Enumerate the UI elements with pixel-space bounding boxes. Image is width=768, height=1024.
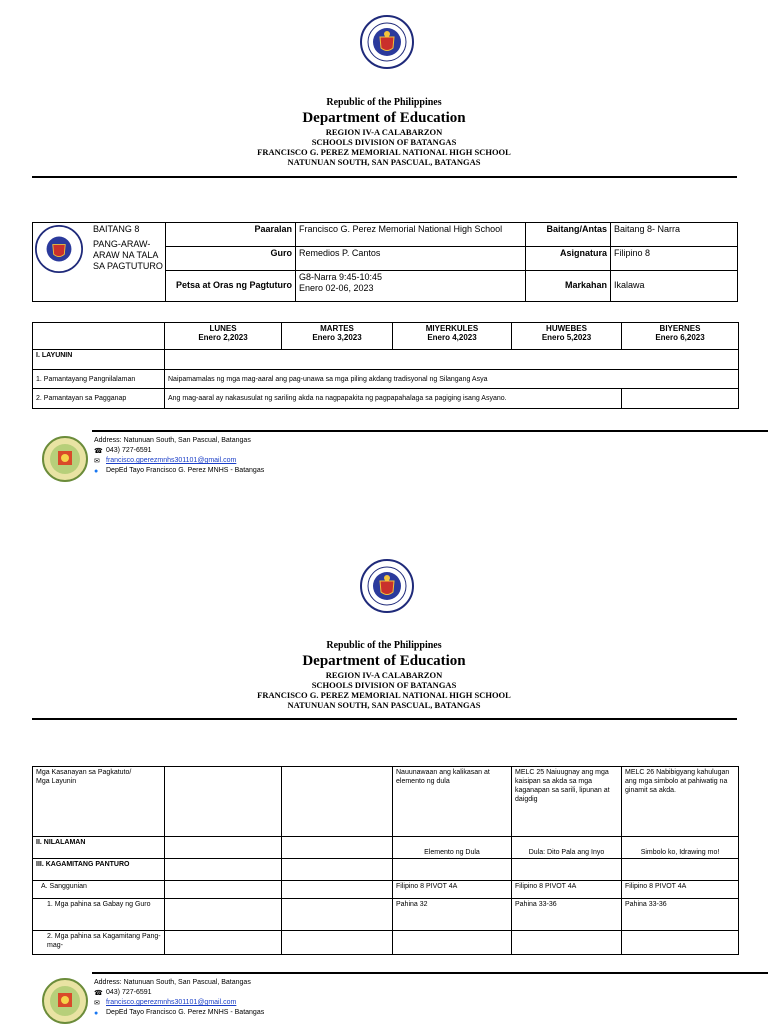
paaralan-label: Paaralan bbox=[166, 223, 296, 247]
paaralan-value: Francisco G. Perez Memorial National High School bbox=[296, 223, 526, 247]
footer-divider bbox=[92, 430, 768, 432]
guro-label: Guro bbox=[166, 246, 296, 270]
petsa-value bbox=[296, 270, 526, 301]
kagamitan-d2 bbox=[282, 859, 393, 881]
kagamitan-pages-d3 bbox=[393, 931, 512, 955]
day-name: MARTES bbox=[320, 324, 354, 333]
school-logo-icon bbox=[42, 978, 88, 1024]
footer-email-row bbox=[94, 456, 264, 466]
department-text: Department of Education bbox=[302, 653, 466, 669]
asignatura-value: Filipino 8 bbox=[611, 246, 738, 270]
kagamitan-d3 bbox=[393, 859, 512, 881]
footer-facebook: DepEd Tayo Francisco G. Perez MNHS - Batangas bbox=[106, 1009, 265, 1016]
day-header-5 bbox=[622, 323, 739, 350]
school-address-text: NATUNUAN SOUTH, SAN PASCUAL, BATANGAS bbox=[287, 700, 481, 710]
school-logo-icon bbox=[42, 436, 88, 482]
day-date: Enero 6,2023 bbox=[655, 333, 705, 342]
footer-email-row bbox=[94, 998, 264, 1008]
facebook-icon: ● bbox=[94, 468, 99, 475]
pagganap-value: Ang mag-aaral ay nakasusulat ng sariling akda na nagpapakita ng pagpapahalaga sa pagiging isang Asyano. bbox=[165, 389, 622, 409]
day-header-2 bbox=[282, 323, 393, 350]
kagamitan-pages-d5 bbox=[622, 931, 739, 955]
letterhead bbox=[0, 97, 768, 167]
day-name: BIYERNES bbox=[659, 324, 701, 333]
sanggunian-d5: Filipino 8 PIVOT 4A bbox=[622, 881, 739, 899]
day-header-1 bbox=[165, 323, 282, 350]
lesson-title bbox=[93, 224, 163, 272]
footer-phone-row bbox=[94, 988, 264, 998]
footer-facebook-row bbox=[94, 466, 264, 476]
nilalaman-d2 bbox=[282, 837, 393, 859]
info-table bbox=[32, 222, 738, 302]
day-header-4 bbox=[512, 323, 622, 350]
nilalaman-d5: Simbolo ko, Idrawing mo! bbox=[622, 837, 739, 859]
kasanayan-d3: Nauunawaan ang kalikasan at elemento ng dula bbox=[393, 767, 512, 837]
footer-contact bbox=[94, 978, 264, 1018]
kagamitan-pages-d4 bbox=[512, 931, 622, 955]
phone-icon: ☎ bbox=[94, 448, 103, 455]
kagamitan-d4 bbox=[512, 859, 622, 881]
footer-address: Address: Natunuan South, San Pascual, Batangas bbox=[94, 437, 251, 444]
footer-facebook: DepEd Tayo Francisco G. Perez MNHS - Batangas bbox=[106, 467, 265, 474]
guro-value: Remedios P. Cantos bbox=[296, 246, 526, 270]
email-icon: ✉ bbox=[94, 1000, 100, 1007]
pangnilalaman-value: Naipamamalas ng mga mag-aaral ang pag-unawa sa mga piling akdang tradisyonal ng Silangang Asya bbox=[165, 370, 739, 389]
pagganap-empty bbox=[622, 389, 739, 409]
kagamitan-d1 bbox=[165, 859, 282, 881]
gabay-d3: Pahina 32 bbox=[393, 899, 512, 931]
kasanayan-d1 bbox=[165, 767, 282, 837]
region-text: REGION IV-A CALABARZON bbox=[325, 127, 443, 137]
footer-phone: 043) 727-6591 bbox=[106, 447, 152, 454]
title-cell bbox=[33, 223, 166, 302]
gabay-d5: Pahina 33-36 bbox=[622, 899, 739, 931]
petsa-date: Enero 02-06, 2023 bbox=[299, 282, 374, 293]
deped-seal-icon bbox=[360, 559, 414, 613]
gabay-label: 1. Mga pahina sa Gabay ng Guro bbox=[33, 899, 165, 931]
petsa-label: Petsa at Oras ng Pagtuturo bbox=[166, 270, 296, 301]
letterhead bbox=[0, 640, 768, 710]
division-text: SCHOOLS DIVISION OF BATANGAS bbox=[311, 680, 457, 690]
footer-contact bbox=[94, 436, 264, 476]
footer-email-link[interactable]: francisco.gperezmnhs301101@gmail.com bbox=[106, 999, 237, 1006]
day-date: Enero 2,2023 bbox=[198, 333, 248, 342]
pagganap-label: 2. Pamantayan sa Pagganap bbox=[33, 389, 165, 409]
sanggunian-d4: Filipino 8 PIVOT 4A bbox=[512, 881, 622, 899]
kasanayan-d4: MELC 25 Naiuugnay ang mga kaisipan sa akda sa mga kaganapan sa sarili, lipunan at daigdig bbox=[512, 767, 622, 837]
deped-seal-icon bbox=[360, 15, 414, 69]
facebook-icon: ● bbox=[94, 1010, 99, 1017]
header-divider bbox=[32, 718, 737, 720]
kasanayan-label bbox=[33, 767, 165, 837]
sanggunian-d2 bbox=[282, 881, 393, 899]
corner-cell bbox=[33, 323, 165, 350]
department-text: Department of Education bbox=[302, 110, 466, 126]
baitang-label: Baitang/Antas bbox=[526, 223, 611, 247]
footer-address: Address: Natunuan South, San Pascual, Batangas bbox=[94, 979, 251, 986]
footer-email-link[interactable]: francisco.gperezmnhs301101@gmail.com bbox=[106, 457, 237, 464]
markahan-label: Markahan bbox=[526, 270, 611, 301]
markahan-value: Ikalawa bbox=[611, 270, 738, 301]
day-date: Enero 5,2023 bbox=[541, 333, 592, 342]
gabay-d4: Pahina 33-36 bbox=[512, 899, 622, 931]
footer-phone-row bbox=[94, 446, 264, 456]
sanggunian-label: A. Sanggunian bbox=[33, 881, 165, 899]
kasanayan-d5: MELC 26 Nabibigyang kahulugan ang mga simbolo at pahiwatig na ginamit sa akda. bbox=[622, 767, 739, 837]
title-line-3: ARAW NA TALA bbox=[93, 250, 159, 260]
deped-seal-small-icon bbox=[35, 225, 83, 273]
kagamitan-pages-d2 bbox=[282, 931, 393, 955]
day-date: Enero 3,2023 bbox=[312, 333, 362, 342]
nilalaman-d4: Dula: Dito Pala ang Inyo bbox=[512, 837, 622, 859]
phone-icon: ☎ bbox=[94, 990, 103, 997]
lesson-plan-table-1 bbox=[32, 322, 739, 409]
republic-text: Republic of the Philippines bbox=[326, 97, 442, 108]
pangnilalaman-label: 1. Pamantayang Pangnilalaman bbox=[33, 370, 165, 389]
layunin-label: I. LAYUNIN bbox=[33, 350, 165, 370]
nilalaman-label: II. NILALAMAN bbox=[33, 837, 165, 859]
kasanayan-label-line2: Mga Layunin bbox=[36, 778, 77, 785]
header-divider bbox=[32, 176, 737, 178]
kagamitan-d5 bbox=[622, 859, 739, 881]
kasanayan-label-line1: Mga Kasanayan sa Pagkatuto/ bbox=[36, 769, 132, 776]
lesson-plan-table-2 bbox=[32, 766, 739, 955]
footer-1 bbox=[40, 430, 760, 480]
division-text: SCHOOLS DIVISION OF BATANGAS bbox=[311, 137, 457, 147]
day-name: HUWEBES bbox=[546, 324, 587, 333]
nilalaman-d3: Elemento ng Dula bbox=[393, 837, 512, 859]
day-header-3 bbox=[393, 323, 512, 350]
footer-facebook-row bbox=[94, 1008, 264, 1018]
baitang-value: Baitang 8- Narra bbox=[611, 223, 738, 247]
kagamitan-pages-d1 bbox=[165, 931, 282, 955]
asignatura-label: Asignatura bbox=[526, 246, 611, 270]
page-two bbox=[0, 512, 768, 1024]
footer-phone: 043) 727-6591 bbox=[106, 989, 152, 996]
petsa-time: G8-Narra 9:45-10:45 bbox=[299, 271, 383, 282]
region-text: REGION IV-A CALABARZON bbox=[325, 670, 443, 680]
school-text: FRANCISCO G. PEREZ MEMORIAL NATIONAL HIGH SCHOOL bbox=[257, 147, 511, 157]
email-icon: ✉ bbox=[94, 458, 100, 465]
title-line-4: SA PAGTUTURO bbox=[93, 261, 163, 271]
day-name: MIYERKULES bbox=[425, 324, 479, 333]
kasanayan-d2 bbox=[282, 767, 393, 837]
kagamitan-pages-label: 2. Mga pahina sa Kagamitang Pang-mag- bbox=[33, 931, 165, 955]
title-line-2: PANG-ARAW- bbox=[93, 239, 151, 249]
school-address-text: NATUNUAN SOUTH, SAN PASCUAL, BATANGAS bbox=[287, 157, 481, 167]
gabay-d2 bbox=[282, 899, 393, 931]
footer-divider bbox=[92, 972, 768, 974]
kagamitan-label: III. KAGAMITANG PANTURO bbox=[33, 859, 165, 881]
day-name: LUNES bbox=[209, 324, 237, 333]
nilalaman-d1 bbox=[165, 837, 282, 859]
gabay-d1 bbox=[165, 899, 282, 931]
school-text: FRANCISCO G. PEREZ MEMORIAL NATIONAL HIGH SCHOOL bbox=[257, 690, 511, 700]
day-date: Enero 4,2023 bbox=[427, 333, 477, 342]
sanggunian-d1 bbox=[165, 881, 282, 899]
title-line-1: BAITANG 8 bbox=[93, 224, 140, 234]
sanggunian-d3: Filipino 8 PIVOT 4A bbox=[393, 881, 512, 899]
footer-2 bbox=[40, 972, 760, 1022]
republic-text: Republic of the Philippines bbox=[326, 640, 442, 651]
layunin-cell bbox=[165, 350, 739, 370]
